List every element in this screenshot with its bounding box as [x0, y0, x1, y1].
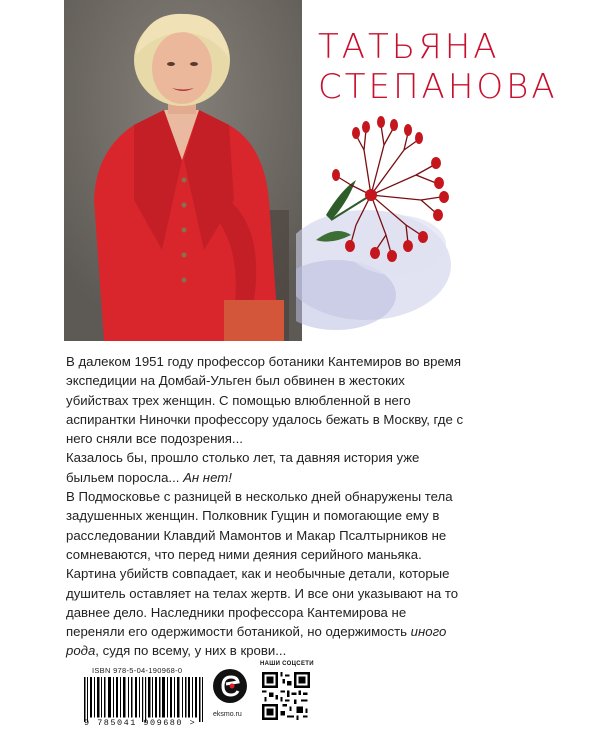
description-paragraph-3: В Подмосковье с разницей в несколько дней обнаружены тела задушенных женщин. Полковник Гущин и помогающие ему в расследовании Клавдий Мамонтов и Макар Псалтырников не сомневаются, что перед ними деяния серийного маньяка. Картина убийств совпадает, как и необычные детали, которые душитель оставляет на телах жертв. И все они указывают на то давнее дело. Наследники профессора Кантемирова не переняли его одержимости ботаникой, но одержимость иного рода, судя по всему, у них в крови... [66, 489, 459, 659]
italic-phrase: Ан нет! [183, 469, 232, 485]
author-photo [64, 0, 302, 341]
description-paragraph-2: Казалось бы, прошло столько лет, та давняя история уже быльем поросла... Ан нет! [66, 450, 420, 485]
italic-phrase: иного рода [66, 624, 447, 659]
barcode-icon [84, 677, 204, 722]
eksmo-logo-icon [212, 668, 248, 704]
description-paragraph-1: В далеком 1951 году профессор ботаники Кантемиров во время экспедиции на Домбай-Ульген был обвинен в жестоких убийствах трех женщин. С помощью влюбленной в него аспирантки Ниночки профессору удалось бежать в Москву, где с него сняли все подозрения... [66, 354, 464, 447]
qr-label: НАШИ СОЦСЕТИ [260, 661, 314, 667]
author-first-name: ТАТЬЯНА [318, 27, 500, 67]
book-description [66, 352, 466, 661]
author-last-name: СТЕПАНОВА [318, 67, 558, 107]
red-flower-illustration [296, 95, 526, 345]
qr-code-icon [262, 672, 310, 720]
isbn-label: ISBN 978-5-04-190968-0 [92, 666, 183, 675]
author-name [318, 27, 558, 107]
author-portrait-illustration [64, 0, 302, 341]
publisher-url: eksmo.ru [213, 711, 242, 718]
barcode-number: 9 785041 909680 > [84, 718, 197, 728]
